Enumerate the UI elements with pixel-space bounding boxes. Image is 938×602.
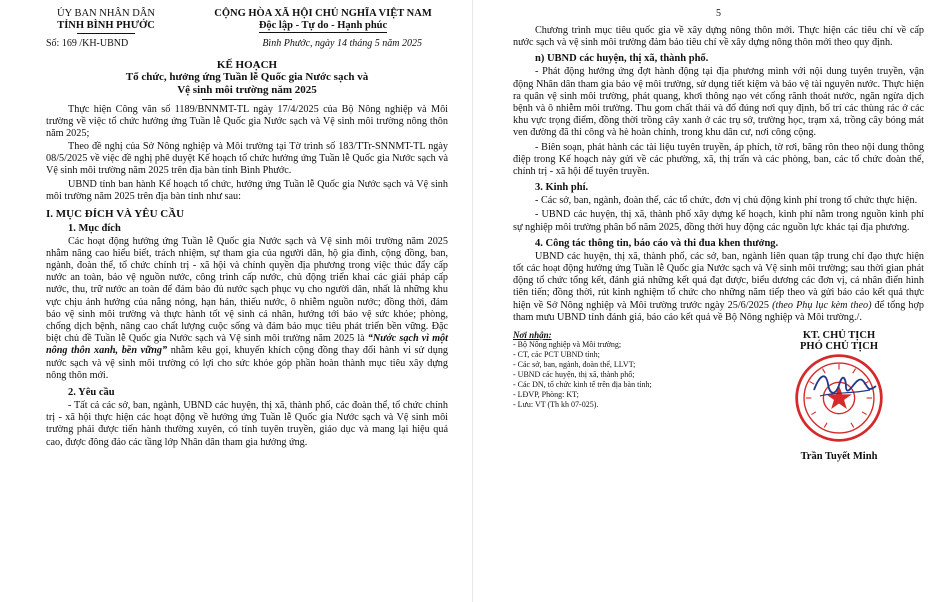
continuation-paragraph: Chương trình mục tiêu quốc gia về xây dựng nông thôn mới. Thực hiện các tiêu chí về cấp nước sạch và vệ sinh môi trường đảm bảo tiêu chí về xây dựng nông thôn mới theo quy định.: [513, 25, 924, 49]
subsection-purpose: 1. Mục đích: [68, 222, 121, 234]
district-tasks-1: - Phát động hưởng ứng đợt hành động tại địa phương mình với nội dung tuyên truyền, vận động Nhân dân tham gia bảo vệ môi trường, sử dụng tiết kiệm và bảo vệ tài nguyên nước. Thực hiện ra quân vệ sinh môi trường, phát quang, khơi thông nạo vét cống rãnh thoát nước, ngăn ngừa dịch bệnh và ô nhiễm môi trường. Thu gom chất thải và đổ đúng nơi quy định, bố trí các thùng rác ở các khu vực trọng điểm, đồng thời trồng cây xanh ở các trụ sở, trường học, trạm xá, trồng cây bóng mát ven đường đã thi công và hè hoàn chỉnh, trong khu dân cư, nơi công cộng.: [513, 66, 924, 139]
funding-paragraph-1: - Các sở, ban, ngành, đoàn thể, các tổ chức, đơn vị chủ động kinh phí trong tổ chức thực hiện.: [535, 195, 918, 207]
document-type: KẾ HOẠCH: [216, 59, 278, 71]
subsection-requirements: 2. Yêu cầu: [68, 387, 115, 399]
funding-paragraph-2: - UBND các huyện, thị xã, thành phố xây dựng kế hoạch, kinh phí nằm trong nguồn kinh phí sự nghiệp môi trường phân bổ năm 2025, đồng thời huy động các nguồn lực khác tại địa phương.: [513, 209, 924, 233]
sign-title: PHÓ CHỦ TỊCH: [800, 341, 878, 353]
recipient-item: - Bộ Nông nghiệp và Môi trường;: [513, 340, 622, 350]
purpose-paragraph: Các hoạt động hưởng ứng Tuần lễ Quốc gia Nước sạch và Vệ sinh môi trường năm 2025 nhằm nâng cao hiểu biết, trách nhiệm, sự tham gia của người dân, hộ gia đình, cộng đồng, ban, ngành, đoàn thể, tổ chức chính trị - xã hội và chính quyền địa phương trong việc thúc đẩy cấp nước an toàn, bảo vệ nguồn nước, công trình cấp nước, chủ động triển khai các giải pháp cấp nước, thu, trữ nước an toàn để đảm bảo đủ nước sạch phục vụ cho người dân, nhất là những khu vực chịu ảnh hưởng của nắng nóng, hạn hán, thiếu nước, ô nhiễm nguồn nước; đồng thời, đảm bảo vệ sinh môi trường và thực hành tốt vệ sinh cá nhân, hướng tới bảo vệ sức khỏe; phòng, chống dịch bệnh, nâng cao chất lượng cuộc sống và đảm bảo mục tiêu phát triển bền vững. Đặc biệt chủ đề Tuần lễ Quốc gia Nước sạch và Vệ sinh môi trường năm 2025 là “Nước sạch vì một nông thôn xanh, bền vững” nhằm kêu gọi, khuyến khích cộng đồng thay đổi hành vi sử dụng nước sạch và vệ sinh môi trường có lợi cho sức khỏe góp phần hoàn thành mục tiêu xây dựng nông thôn mới.: [46, 235, 449, 381]
requirements-paragraph: - Tất cả các sở, ban, ngành, UBND các huyện, thị xã, thành phố, các đoàn thể, tổ chức chính trị - xã hội thực hiện các hoạt động về hưởng ứng Tuần lễ Quốc gia Nước sạch và Vệ sinh môi trường phải được tiến hành thường xuyên, có tính tuyên truyền, giáo dục và mang lại hiệu quả cao, được đông đảo các tầng lớp Nhân dân tham gia hưởng ứng.: [46, 400, 448, 448]
title-underline: [202, 99, 292, 100]
document-meta: [46, 38, 448, 49]
handwritten-signature-icon: [810, 368, 880, 402]
document-title-line2: Vệ sinh môi trường năm 2025: [177, 84, 317, 96]
recipients-title: Nơi nhận:: [513, 330, 552, 341]
recipient-item: - Các DN, tổ chức kinh tế trên địa bàn tỉnh;: [513, 380, 652, 390]
page-number: 5: [716, 8, 721, 19]
recipient-item: - Lưu: VT (Th kh 07-025).: [513, 400, 599, 410]
heading-reporting: 4. Công tác thông tin, báo cáo và thi đua khen thưởng.: [535, 237, 779, 249]
org-underline: [77, 33, 135, 34]
document-page-right: [472, 0, 938, 602]
nation-name: CỘNG HÒA XÃ HỘI CHỦ NGHĨA VIỆT NAM: [214, 8, 432, 19]
org-name: TỈNH BÌNH PHƯỚC: [57, 20, 155, 31]
recipient-item: - Các sở, ban, ngành, đoàn thể, LLVT;: [513, 360, 636, 370]
document-title-line1: Tổ chức, hưởng ứng Tuần lễ Quốc gia Nước sạch và: [125, 71, 369, 83]
intro-paragraph: UBND tỉnh ban hành Kế hoạch tổ chức, hưởng ứng Tuần lễ Quốc gia Nước sạch và Vệ sinh môi trường năm 2025 trên địa bàn tỉnh như sau:: [46, 179, 448, 203]
national-heading: [198, 8, 448, 34]
recipients-list: [513, 330, 703, 462]
heading-funding: 3. Kinh phí.: [535, 182, 589, 194]
signer-name: Trần Tuyết Minh: [800, 451, 878, 463]
recipient-item: - CT, các PCT UBND tỉnh;: [513, 350, 600, 360]
section-heading-1: I. MỤC ĐÍCH VÀ YÊU CẦU: [46, 207, 185, 220]
sign-authority: KT. CHỦ TỊCH: [802, 330, 876, 342]
legal-basis-1: Thực hiện Công văn số 1189/BNNMT-TL ngày 17/4/2025 của Bộ Nông nghiệp và Môi trường về việc tổ chức hưởng ứng Tuần lễ Quốc gia Nước sạch và Vệ sinh môi trường nông thôn năm 2025;: [46, 104, 448, 140]
signature-block: [754, 330, 924, 462]
place-date: Bình Phước, ngày 14 tháng 5 năm 2025: [262, 38, 422, 49]
district-tasks-2: - Biên soạn, phát hành các tài liệu tuyên truyền, áp phích, tờ rơi, băng rôn theo nội dung thông điệp trong Kế hoạch này gửi về các phường, xã, thị trấn và các phòng, ban, các tổ chức đoàn thể, chính trị - xã hội để tuyên truyền.: [513, 141, 924, 178]
document-closing: [513, 330, 924, 462]
recipient-item: - UBND các huyện, thị xã, thành phố;: [513, 370, 635, 380]
document-header: [46, 8, 448, 34]
document-page-left: [0, 0, 466, 602]
reporting-paragraph: UBND các huyện, thị xã, thành phố, các sở, ban, ngành liên quan tập trung chỉ đạo thực hiện tốt các hoạt động hưởng ứng Tuần lễ Quốc gia Nước sạch và Vệ sinh môi trường; sau thời gian phát động tổ chức tổng kết, đánh giá những kết quả đạt được, biểu dương các đơn vị, cá nhân điển hình tiên tiến; đồng thời, rút kinh nghiệm tổ chức cho những năm tiếp theo và gửi báo cáo kết quả thực hiện về Sở Nông nghiệp và Môi trường trước ngày 25/6/2025 (theo Phụ lục kèm theo) để tổng hợp tham mưu UBND tỉnh đánh giá, báo cáo kết quả về Bộ Nông nghiệp và Môi trường./.: [513, 250, 925, 323]
issuing-organization: ỦY BAN NHÂN DÂN TỈNH BÌNH PHƯỚC: [46, 8, 166, 34]
document-number: Số: 169 /KH-UBND: [46, 38, 129, 49]
recipient-item: - LĐVP, Phòng: KT;: [513, 390, 579, 400]
slogan: “Nước sạch vì một nông thôn xanh, bền vững”: [46, 333, 448, 357]
national-motto: Độc lập - Tự do - Hạnh phúc: [258, 20, 388, 31]
heading-district-ubnd: n) UBND các huyện, thị xã, thành phố.: [535, 53, 709, 65]
legal-basis-2: Theo đề nghị của Sở Nông nghiệp và Môi trường tại Tờ trình số 183/TTr-SNNMT-TL ngày 08/5/2025 về việc đề nghị phê duyệt Kế hoạch tổ chức hưởng ứng Tuần lễ Quốc gia Nước sạch và Vệ sinh môi trường năm 2025 trên địa bàn tỉnh Bình Phước.: [46, 140, 448, 177]
